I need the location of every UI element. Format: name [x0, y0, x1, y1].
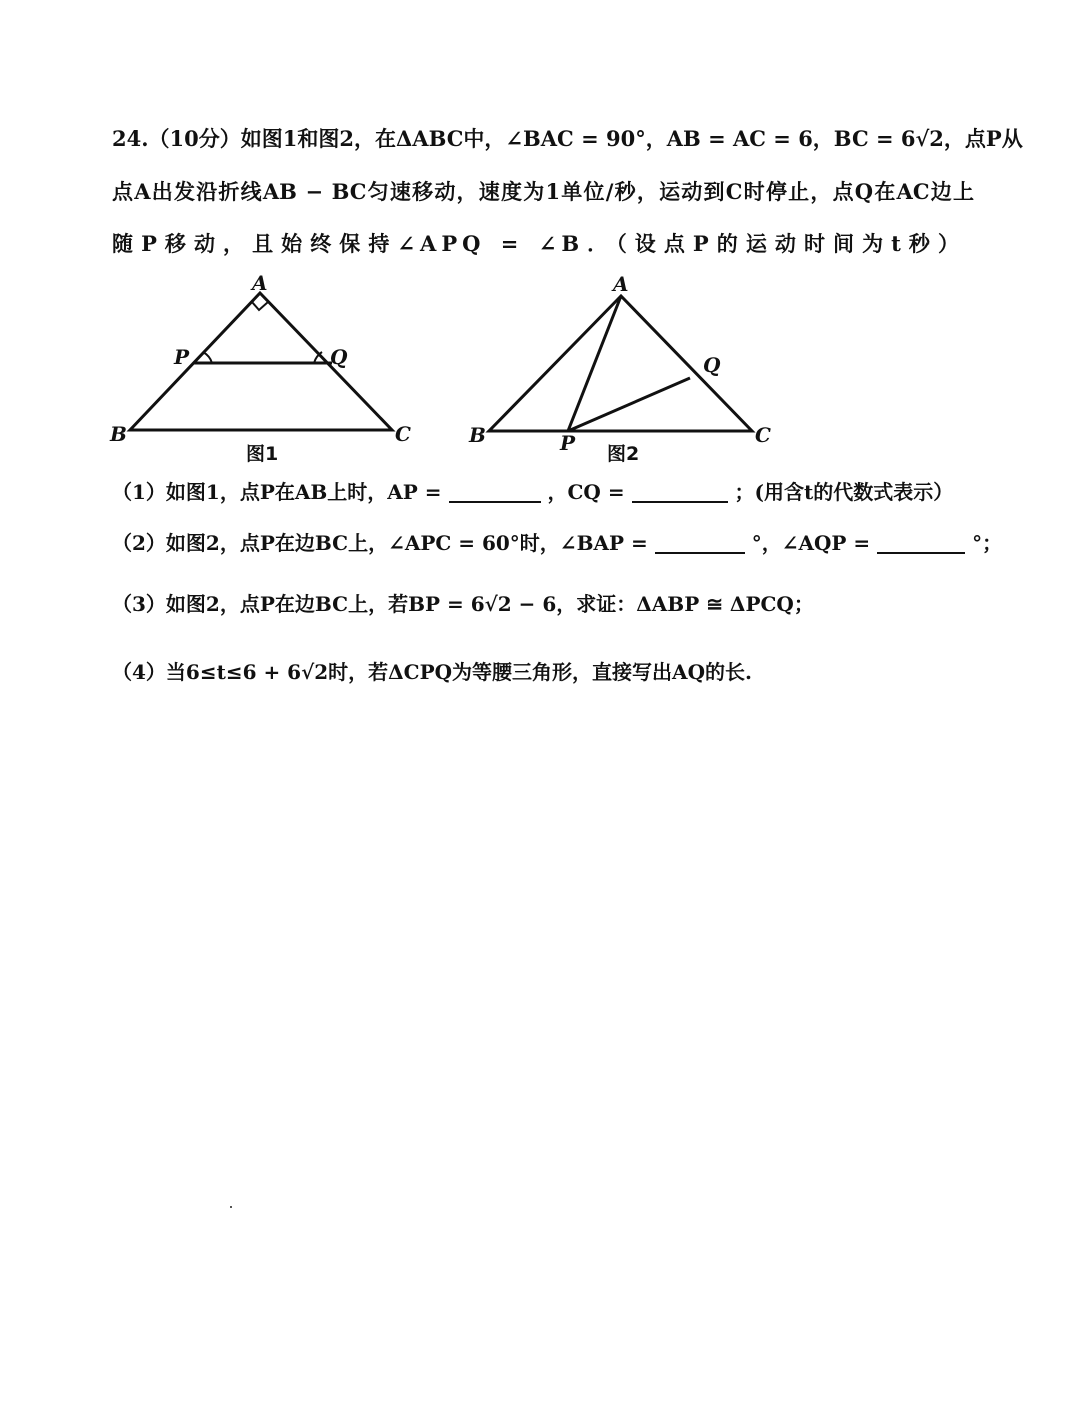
question-1-text-after: ；(用含t的代数式表示）: [734, 480, 954, 504]
question-1-text-before: （1）如图1，点P在AB上时，AP =: [112, 480, 442, 504]
figure-1-label-a: A: [252, 271, 268, 295]
figure-1-angle-mark-p: [203, 352, 212, 363]
question-1: [112, 482, 953, 503]
figure-1-caption: 图1: [246, 443, 279, 465]
figure-2-label-b: B: [469, 423, 486, 447]
problem-line-3: 随P移动，且始终保持∠APQ = ∠B．（设点P的运动时间为t秒）: [112, 231, 964, 256]
figure-2-label-p: P: [560, 431, 576, 455]
question-2-text-after: °；: [972, 531, 1003, 555]
geometry-figures: [0, 260, 1080, 470]
question-2: [112, 533, 1002, 554]
figure-2: [468, 272, 771, 465]
question-4: （4）当6≤t≤6 + 6√2时，若ΔCPQ为等腰三角形，直接写出AQ的长.: [112, 660, 752, 684]
problem-line-1: 24.（10分）如图1和图2，在ΔABC中，∠BAC = 90°，AB = AC = 6，BC = 6√2，点P从: [112, 126, 1023, 151]
question-2-answer-blank-bap[interactable]: [655, 534, 745, 554]
figure-1-label-q: Q: [330, 345, 348, 369]
question-2-text-before: （2）如图2，点P在边BC上，∠APC = 60°时，∠BAP =: [112, 531, 648, 555]
figure-1: [109, 271, 411, 465]
problem-line-2: 点A出发沿折线AB − BC匀速移动，速度为1单位/秒，运动到C时停止，点Q在AC边上: [112, 179, 974, 204]
figure-2-label-q: Q: [703, 353, 721, 377]
scan-speck: [230, 1206, 232, 1208]
figure-2-label-c: C: [755, 423, 771, 447]
figure-1-right-angle-mark: [252, 302, 268, 310]
question-1-answer-blank-cq[interactable]: [632, 483, 728, 503]
figure-2-label-a: A: [613, 272, 629, 296]
figure-1-label-b: B: [110, 422, 127, 446]
question-3: （3）如图2，点P在边BC上，若BP = 6√2 − 6，求证：ΔABP ≅ ΔPCQ；: [112, 592, 814, 616]
question-2-text-mid: °，∠AQP =: [751, 531, 871, 555]
figure-1-label-c: C: [395, 422, 411, 446]
question-2-answer-blank-aqp[interactable]: [877, 534, 965, 554]
figure-2-caption: 图2: [607, 443, 640, 465]
figure-1-label-p: P: [174, 345, 190, 369]
question-1-text-mid: ，CQ =: [547, 480, 625, 504]
question-1-answer-blank-ap[interactable]: [449, 483, 541, 503]
